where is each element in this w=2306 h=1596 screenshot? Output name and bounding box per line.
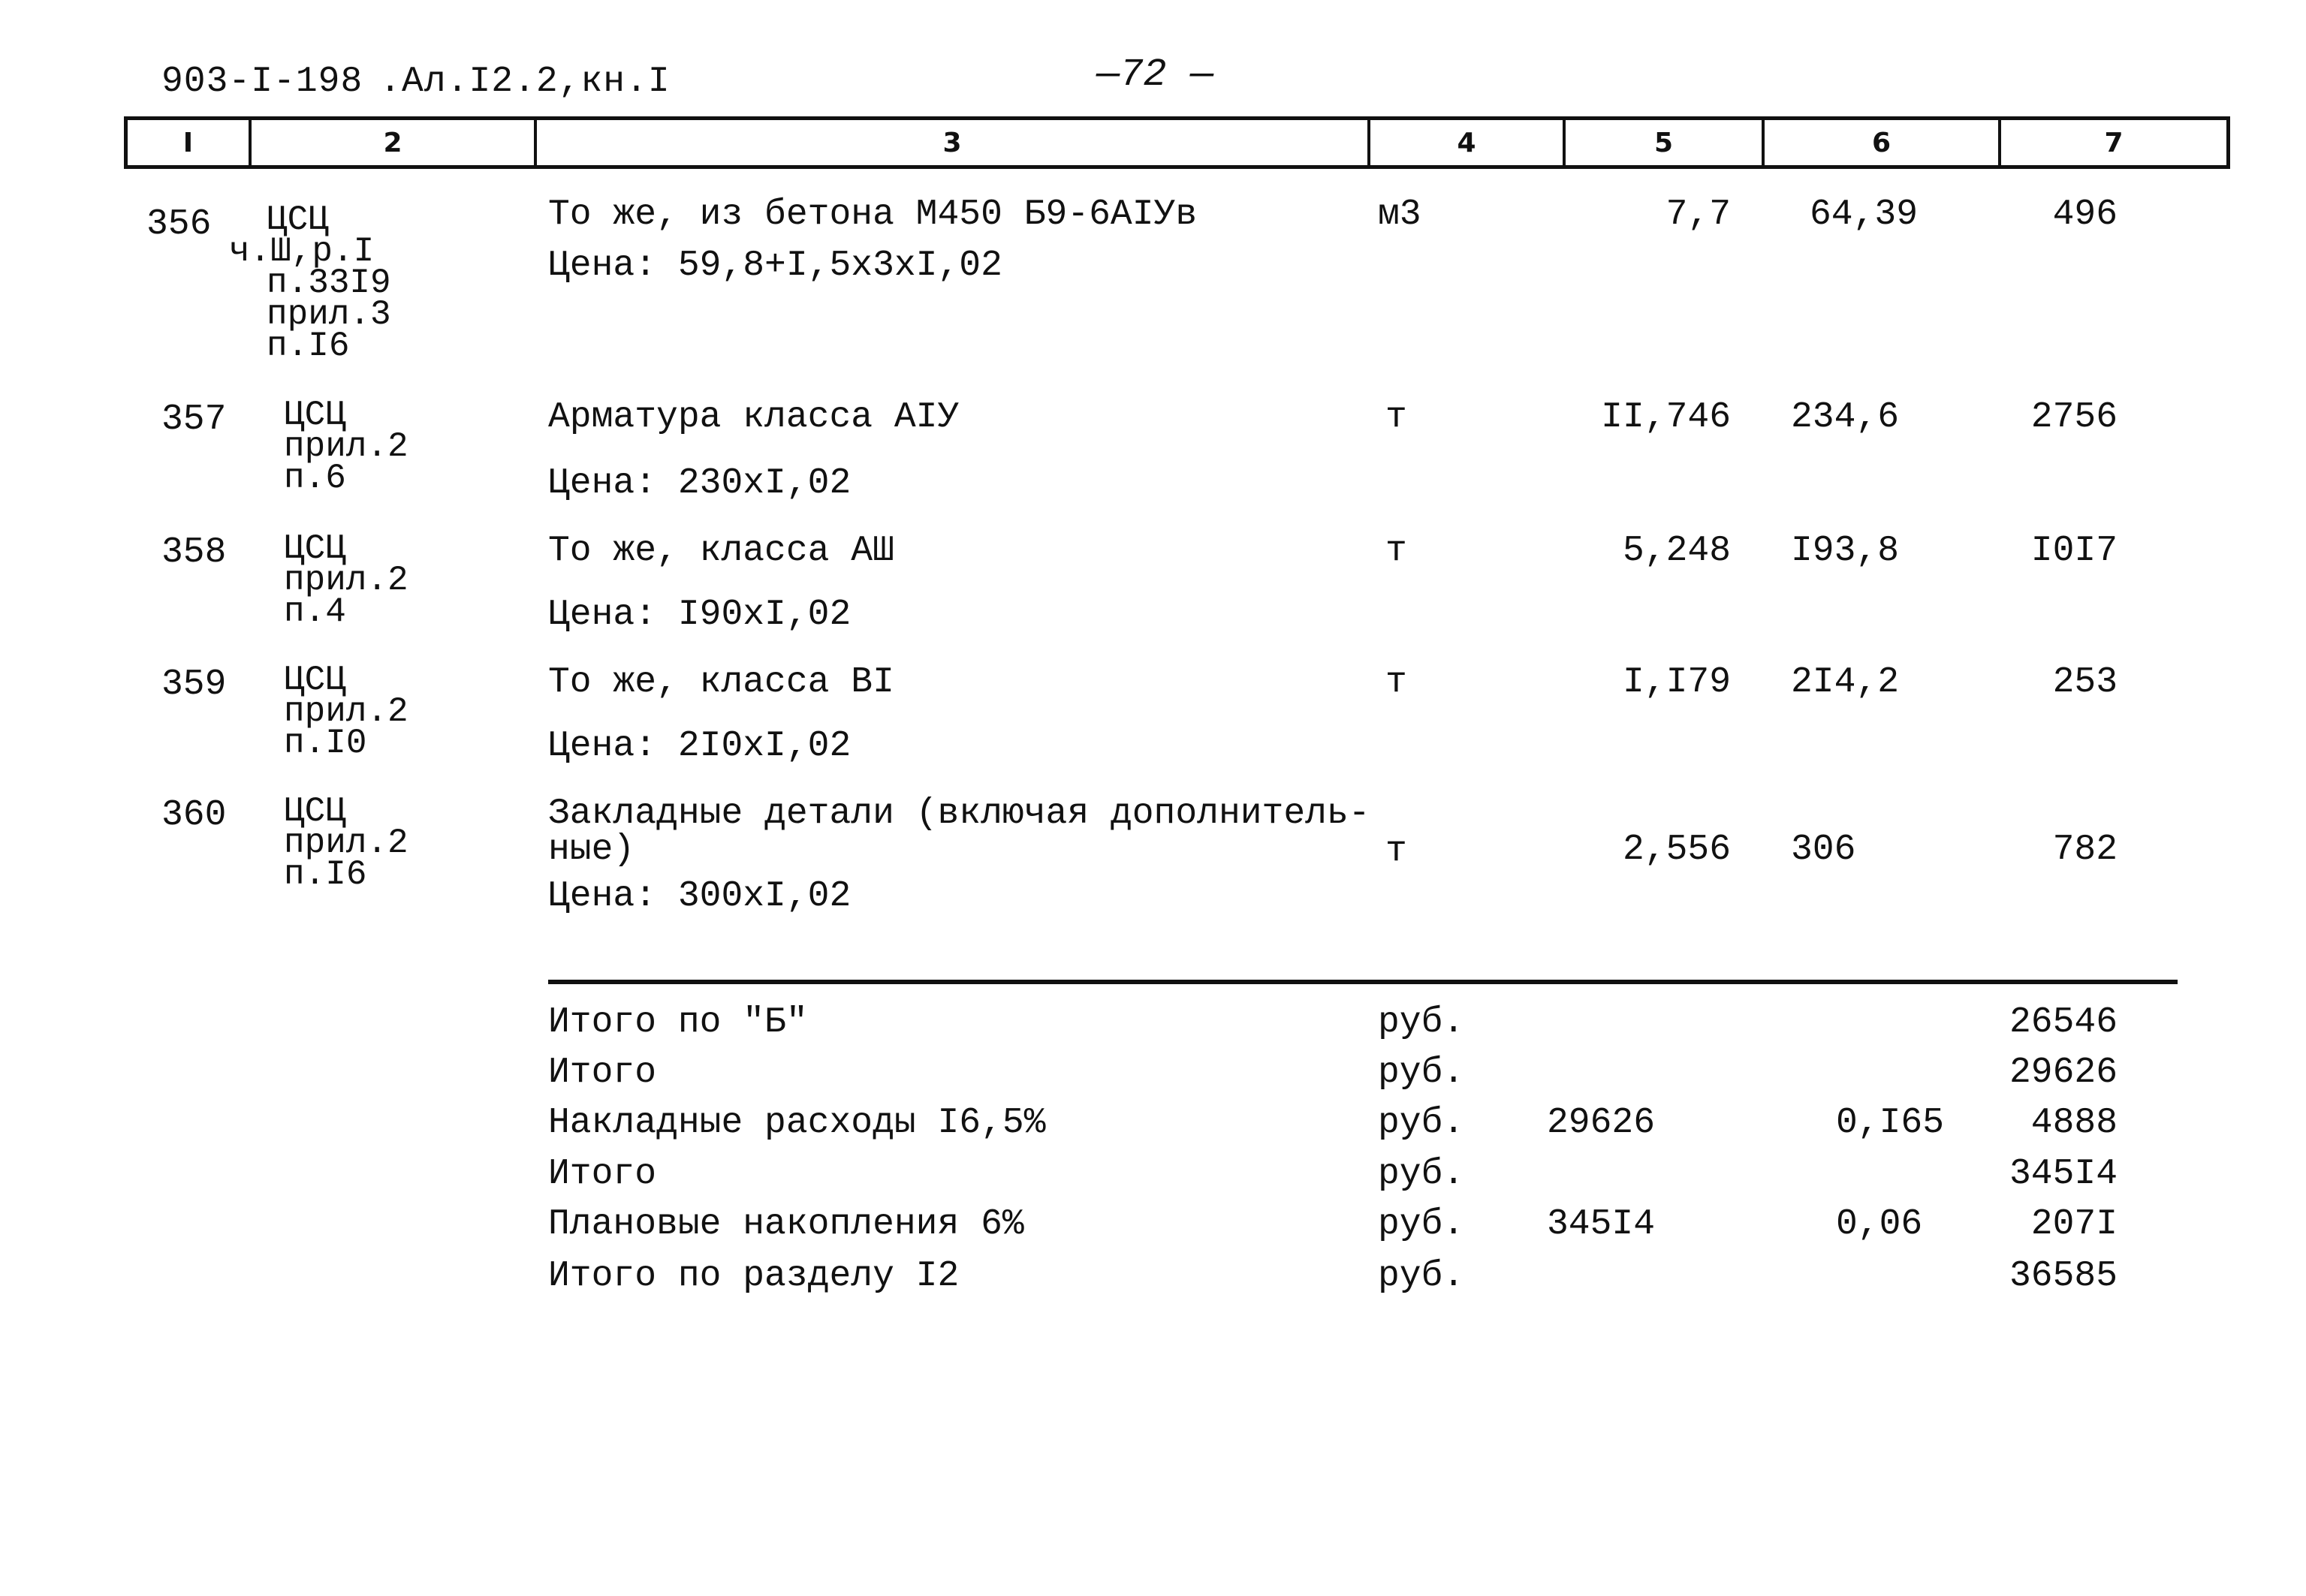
column-header-6: 6: [1765, 120, 2001, 165]
row-number: 356: [146, 204, 212, 245]
item-quantity: 2,556: [1622, 830, 1731, 870]
summary-unit: руб.: [1378, 1002, 1465, 1043]
item-price: Цена: I90хI,02: [548, 595, 852, 635]
source-line: ЦСЦ: [284, 529, 346, 568]
source-ref: [284, 396, 408, 498]
item-unit: т: [1385, 831, 1407, 872]
item-unit: т: [1385, 531, 1407, 571]
summary-divider: [548, 980, 2178, 984]
column-header-3: 3: [537, 120, 1370, 165]
item-unit-price: I93,8: [1791, 531, 1900, 571]
source-ref: [284, 529, 408, 631]
source-line: прил.2: [284, 427, 408, 466]
summary-base: 345I4: [1547, 1204, 1656, 1245]
item-unit-price: 64,39: [1810, 194, 1919, 235]
source-line: прил.2: [284, 561, 408, 600]
item-total: 782: [2052, 830, 2118, 870]
summary-label: Итого: [548, 1052, 657, 1093]
row-number: 357: [161, 399, 227, 440]
doc-ref: .Ал.I2.2,кн.I: [379, 62, 671, 102]
source-line: ЦСЦ: [267, 200, 329, 239]
summary-unit: руб.: [1378, 1204, 1465, 1245]
row-number: 359: [161, 664, 227, 705]
item-quantity: II,746: [1601, 397, 1731, 438]
column-header-7: 7: [2104, 127, 2124, 158]
item-name: То же, класса АШ: [548, 531, 894, 571]
item-total: 253: [2052, 662, 2118, 703]
source-line: п.I6: [267, 327, 350, 366]
summary-total: 29626: [2009, 1052, 2118, 1093]
summary-total: 207I: [2030, 1204, 2118, 1245]
source-line: прил.2: [284, 692, 408, 731]
source-line: ч.Ш,р.I: [229, 232, 375, 271]
summary-label: Итого: [548, 1154, 657, 1194]
summary-label: Накладные расходы I6,5%: [548, 1103, 1046, 1143]
source-line: ЦСЦ: [284, 792, 346, 831]
item-name-line: ные): [548, 830, 635, 870]
item-unit: т: [1385, 662, 1407, 703]
source-ref: [284, 661, 408, 763]
source-line: п.I0: [284, 724, 367, 763]
summary-total: 345I4: [2009, 1154, 2118, 1194]
item-unit: м3: [1378, 194, 1421, 235]
summary-rate: 0,I65: [1836, 1103, 1945, 1143]
item-name: Арматура класса АIУ: [548, 397, 960, 438]
item-total: 2756: [2030, 397, 2118, 438]
summary-total: 4888: [2030, 1103, 2118, 1143]
item-price: Цена: 230хI,02: [548, 463, 852, 504]
column-header-row: [124, 116, 2230, 169]
source-line: прил.2: [284, 824, 408, 863]
item-unit: т: [1385, 397, 1407, 438]
column-header-1: I: [128, 120, 252, 165]
item-name-line: Закладные детали (включая дополнитель-: [548, 793, 1370, 834]
item-price: Цена: 59,8+I,5х3хI,02: [548, 245, 1002, 286]
source-line: ЦСЦ: [284, 396, 346, 435]
summary-total: 26546: [2009, 1002, 2118, 1043]
summary-label: Плановые накопления 6%: [548, 1204, 1024, 1245]
source-ref: [284, 792, 408, 894]
source-line: п.I6: [284, 855, 367, 894]
column-header-2: 2: [252, 120, 537, 165]
item-quantity: I,I79: [1622, 662, 1731, 703]
item-price: Цена: 300хI,02: [548, 876, 852, 917]
page-number: —72 —: [1096, 53, 1214, 97]
item-quantity: 7,7: [1665, 194, 1731, 235]
summary-unit: руб.: [1378, 1256, 1465, 1296]
column-header-4: 4: [1370, 120, 1566, 165]
source-line: ЦСЦ: [284, 661, 346, 700]
summary-unit: руб.: [1378, 1154, 1465, 1194]
summary-rate: 0,06: [1836, 1204, 1923, 1245]
item-total: 496: [2052, 194, 2118, 235]
summary-label: Итого по "Б": [548, 1002, 808, 1043]
source-line: п.4: [284, 592, 346, 631]
item-total: I0I7: [2030, 531, 2118, 571]
source-line: п.33I9: [267, 263, 391, 303]
doc-code: 903-I-198: [161, 62, 363, 102]
row-number: 358: [161, 532, 227, 573]
summary-total: 36585: [2009, 1256, 2118, 1296]
item-name: То же, класса ВI: [548, 662, 894, 703]
item-name: То же, из бетона М450 Б9-6АIУв: [548, 194, 1198, 235]
source-ref: [229, 200, 391, 366]
column-header-5: 5: [1566, 120, 1765, 165]
item-name: [548, 793, 1370, 870]
summary-unit: руб.: [1378, 1052, 1465, 1093]
item-price: Цена: 2I0хI,02: [548, 726, 852, 766]
item-unit-price: 2I4,2: [1791, 662, 1900, 703]
document-code: [161, 62, 671, 102]
summary-label: Итого по разделу I2: [548, 1256, 960, 1296]
source-line: п.6: [284, 459, 346, 498]
item-quantity: 5,248: [1622, 531, 1731, 571]
source-line: прил.3: [267, 295, 391, 334]
summary-base: 29626: [1547, 1103, 1656, 1143]
summary-unit: руб.: [1378, 1103, 1465, 1143]
row-number: 360: [161, 795, 227, 836]
item-unit-price: 306: [1791, 830, 1856, 870]
item-unit-price: 234,6: [1791, 397, 1900, 438]
